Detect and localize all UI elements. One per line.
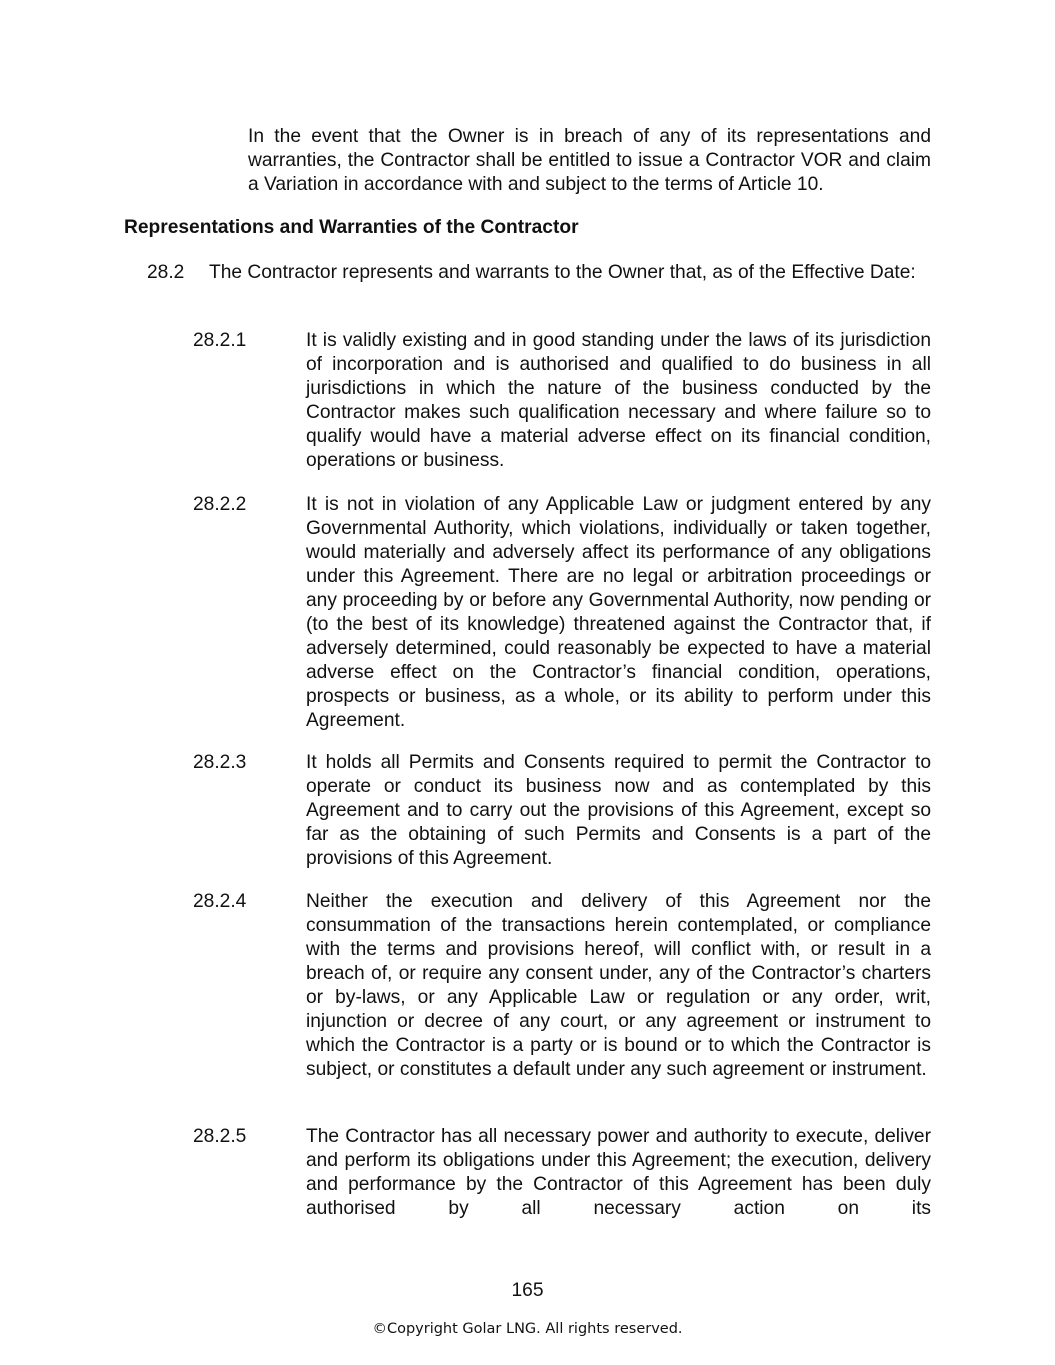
subclause-text: It is validly existing and in good standing under the laws of its jurisdiction of incorporation and is authorised and qualified to do business in all jurisdictions in which the nature of the business conducted by the Contractor makes such qualification necessary and where failure so to qualify would have a material adverse effect on its financial condition, operations or business.	[306, 330, 931, 471]
page-number: 165	[511, 1280, 544, 1301]
subclause-28-2-2	[193, 493, 931, 733]
subclause-28-2-1	[193, 329, 931, 473]
subclause-text: The Contractor has all necessary power and authority to execute, deliver and perform its obligations under this Agreement; the execution, delivery and performance by the Contractor of this Agreement has been duly authorised by all necessary action on its	[306, 1126, 931, 1219]
section-heading: Representations and Warranties of the Contractor	[124, 217, 579, 238]
subclause-text: It holds all Permits and Consents required to permit the Contractor to operate or conduct its business now and as contemplated by this Agreement and to carry out the provisions of this Agreement, except so far as the obtaining of such Permits and Consents is a part of the provisions of this Agreement.	[306, 752, 931, 869]
subclause-number: 28.2.3	[193, 752, 247, 773]
subclause-number: 28.2.1	[193, 330, 247, 351]
subclause-28-2-3	[193, 751, 931, 871]
clause-number: 28.2	[147, 262, 185, 283]
subclause-text: Neither the execution and delivery of this Agreement nor the consummation of the transactions herein contemplated, or compliance with the terms and provisions hereof, will conflict with, or result in a breach of, or require any consent under, any of the Contractor’s charters or by-laws, or any Applicable Law or regulation or any order, writ, injunction or decree of any court, or any agreement or instrument to which the Contractor is a party or is bound or to which the Contractor is subject, or constitutes a default under any such agreement or instrument.	[306, 891, 931, 1080]
subclause-number: 28.2.5	[193, 1126, 247, 1147]
clause-28-2	[147, 261, 931, 285]
subclause-28-2-5	[193, 1125, 931, 1221]
subclause-text: It is not in violation of any Applicable Law or judgment entered by any Governmental Authority, which violations, individually or taken together, would materially and adversely affect its performance of any obligations under this Agreement. There are no legal or arbitration proceedings or any proceeding by or before any Governmental Authority, now pending or (to the best of its knowledge) threatened against the Contractor that, if adversely determined, could reasonably be expected to have a material adverse effect on the Contractor’s financial condition, operations, prospects or business, as a whole, or its ability to perform under this Agreement.	[306, 494, 931, 731]
subclause-28-2-4	[193, 890, 931, 1082]
copyright-notice: ©Copyright Golar LNG. All rights reserved.	[372, 1321, 683, 1337]
intro-paragraph: In the event that the Owner is in breach of any of its representations and warranties, the Contractor shall be entitled to issue a Contractor VOR and claim a Variation in accordance with and subject to the terms of Article 10.	[248, 126, 931, 195]
subclause-number: 28.2.4	[193, 891, 247, 912]
subclause-number: 28.2.2	[193, 494, 247, 515]
clause-text: The Contractor represents and warrants to the Owner that, as of the Effective Date:	[209, 262, 916, 283]
